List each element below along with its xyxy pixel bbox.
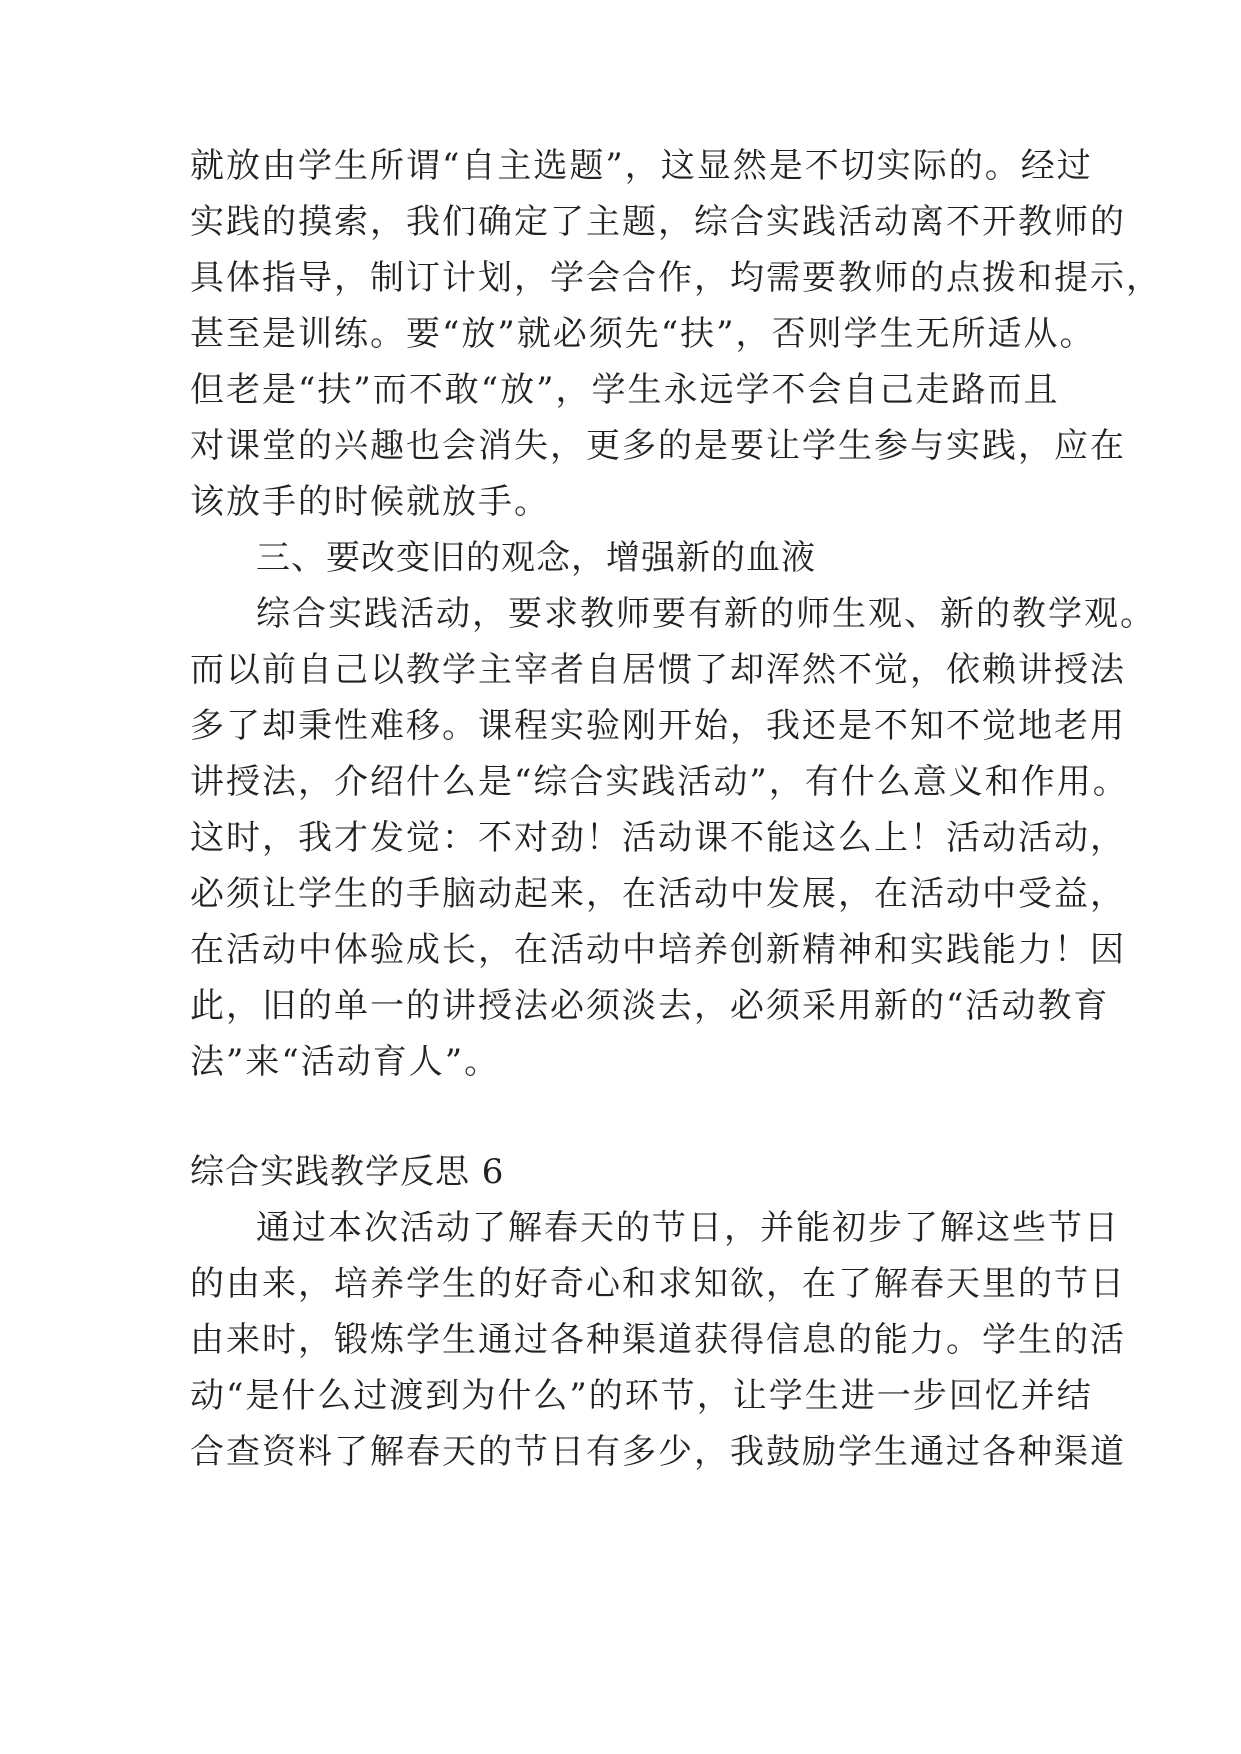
paragraph-line: 具体指导，制订计划，学会合作，均需要教师的点拨和提示， (190, 258, 1162, 298)
paragraph-line: 这时，我才发觉：不对劲！活动课不能这么上！活动活动， (190, 818, 1126, 858)
paragraph-line: 实践的摸索，我们确定了主题，综合实践活动离不开教师的 (190, 202, 1126, 242)
paragraph-line: 动“是什么过渡到为什么”的环节，让学生进一步回忆并结 (190, 1376, 1093, 1416)
paragraph-line: 由来时，锻炼学生通过各种渠道获得信息的能力。学生的活 (190, 1320, 1126, 1360)
paragraph-line: 在活动中体验成长，在活动中培养创新精神和实践能力！因 (190, 930, 1126, 970)
paragraph-line: 通过本次活动了解春天的节日，并能初步了解这些节日 (256, 1208, 1120, 1248)
paragraph-line: 讲授法，介绍什么是“综合实践活动”，有什么意义和作用。 (190, 762, 1129, 802)
paragraph-line: 但老是“扶”而不敢“放”，学生永远学不会自己走路而且 (190, 370, 1060, 410)
paragraph-line: 甚至是训练。要“放”就必须先“扶”，否则学生无所适从。 (190, 314, 1096, 354)
paragraph-line: 法”来“活动育人”。 (190, 1042, 501, 1082)
section-heading: 三、要改变旧的观念，增强新的血液 (256, 538, 816, 578)
paragraph-line: 多了却秉性难移。课程实验刚开始，我还是不知不觉地老用 (190, 706, 1126, 746)
paragraph-line: 合查资料了解春天的节日有多少，我鼓励学生通过各种渠道 (190, 1432, 1126, 1472)
paragraph-line: 该放手的时候就放手。 (190, 482, 550, 522)
paragraph-line: 的由来，培养学生的好奇心和求知欲，在了解春天里的节日 (190, 1264, 1126, 1304)
paragraph-line: 对课堂的兴趣也会消失，更多的是要让学生参与实践，应在 (190, 426, 1126, 466)
paragraph-line: 综合实践活动，要求教师要有新的师生观、新的教学观。 (256, 594, 1156, 634)
paragraph-line: 此，旧的单一的讲授法必须淡去，必须采用新的“活动教育 (190, 986, 1110, 1026)
section-title: 综合实践教学反思 6 (190, 1152, 505, 1192)
paragraph-line: 必须让学生的手脑动起来，在活动中发展，在活动中受益， (190, 874, 1126, 914)
paragraph-line: 就放由学生所谓“自主选题”，这显然是不切实际的。经过 (190, 146, 1093, 186)
paragraph-line: 而以前自己以教学主宰者自居惯了却浑然不觉，依赖讲授法 (190, 650, 1126, 690)
